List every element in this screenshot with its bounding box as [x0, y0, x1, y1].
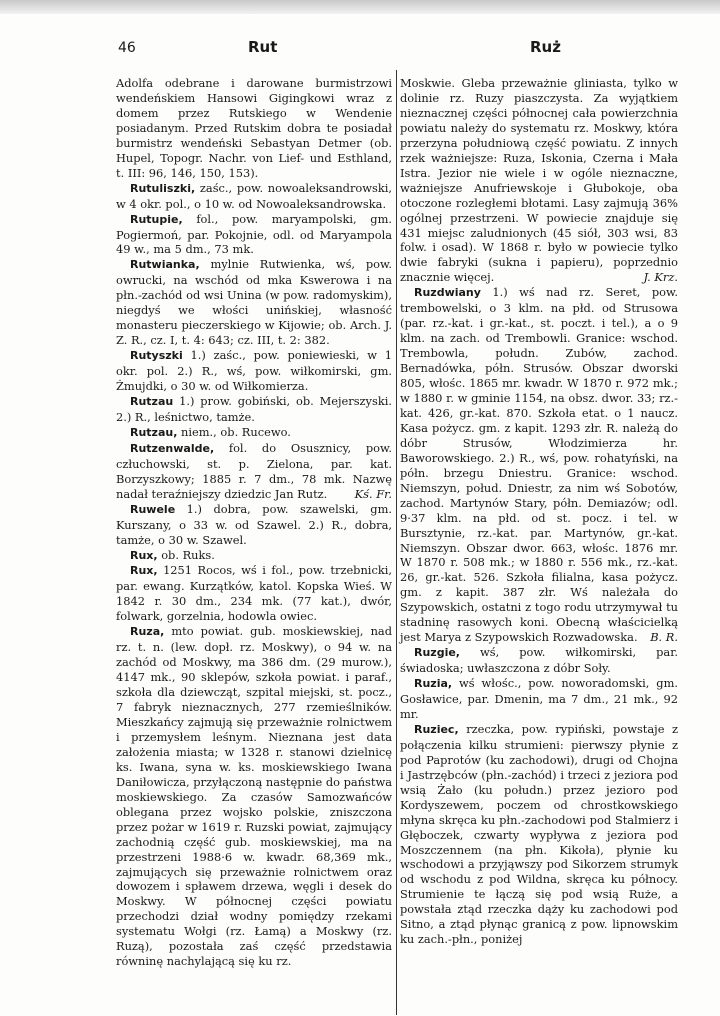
- entry-text: mylnie Rutwienka, wś, pow. owrucki, na wschód od mka Kswerowa i na płn.-zachód od wsi Unina (w pow. radomyskim), niegdyś we włości unińskiej, własność monasteru pieczerskiego w Kijowie; ob. Arch. J. Z. R., cz. I, t. 4: 643; cz. III, t. 2: 382.: [116, 257, 392, 348]
- dictionary-entry: [116, 181, 392, 212]
- entry-text: mto powiat. gub. moskiewskiej, nad rz. t. n. (lew. dopł. rz. Moskwy), o 94 w. na zachód od Moskwy, ma 386 dm. (29 murow.), 4147 mk., 90 sklepów, szkoła powiat. i paraf., szkoła dla dziewcząt, szpital miejski, st. pocz., 7 fabryk nieznacznych, 277 rzemieślników. Mieszkańcy zajmują się przeważnie rolnictwem i przemysłem leśnym. Nieznana jest data założenia miasta; w 1328 r. stanowi dzielnicę ks. Iwana, syna w. ks. moskiewskiego Iwana Daniłowicza, przyłączoną następnie do państwa moskiewskiego. Za czasów Samozwańców oblegana przez wojsko polskie, zniszczona przez pożar w 1619 r. Ruzski powiat, zajmujący zachodnią część gub. moskiewskiej, ma na przestrzeni 1988·6 w. kwadr. 68,369 mk., zajmujących się przeważnie rolnictwem oraz dowozem i spławem drzewa, węgli i desek do Moskwy. W północnej części powiatu przechodzi dział wodny pomiędzy rzekami systematu Wołgi (rz. Łamą) a Moskwy (rz. Ruzą), pozostała zaś część przedstawia równinę nachylającą się ku rz.: [116, 624, 392, 969]
- entry-text: niem., ob. Rucewo.: [181, 424, 291, 439]
- entry-signature: B. R.: [650, 630, 678, 645]
- entry-headword: Rutzenwalde,: [130, 441, 215, 455]
- entry-text: zaśc., pow. nowoaleksandrowski, w 4 okr. pol., o 10 w. od Nowoaleksandrowska.: [116, 180, 393, 211]
- dictionary-entry: [116, 394, 392, 425]
- entry-headword: Ruza,: [130, 625, 165, 639]
- dictionary-entry: [400, 285, 678, 645]
- entry-text: Adolfa odebrane i darowane burmistrzowi wendeńskiem Hansowi Gigingkowi wraz z domem przez Rutskiego w Wendenie posiadanym. Przed Rutskim dobra te posiadał burmistrz wendeński Sebastyan Detmer (ob. Hupel, Topogr. Nachr. von Lief- und Esthland, t. III: 96, 146, 150, 153).: [116, 76, 392, 180]
- entry-headword: Rutupie,: [130, 212, 183, 226]
- dictionary-entry: [400, 645, 678, 676]
- entry-headword: Ruziec,: [414, 722, 459, 736]
- entry-headword: Ruzgie,: [414, 646, 460, 660]
- entry-headword: Rutzau,: [130, 425, 178, 439]
- entry-text: ob. Ruks.: [161, 547, 215, 562]
- entry-signature: Kś. Fr.: [354, 486, 392, 501]
- dictionary-entry: [116, 548, 392, 564]
- dictionary-entry: [116, 624, 392, 969]
- entry-headword: Ruzdwiany: [414, 286, 481, 300]
- dictionary-entry: [400, 722, 678, 947]
- page-header: [118, 38, 678, 60]
- running-head-left: Rut: [248, 38, 278, 56]
- left-column: [116, 76, 392, 969]
- entry-headword: Rutwianka,: [130, 258, 200, 272]
- dictionary-entry: [116, 257, 392, 348]
- entry-headword: Rutzau: [130, 395, 174, 409]
- entry-text: rzeczka, pow. rypiński, powstaje z połączenia kilku strumieni: pierwszy płynie z pod Paprotów (ku zachodowi), drugi od Chojna i Jastrzębców (płn.-zachód) i trzeci z jeziora pod wsią Żało (ku połudn.) przez jezioro pod Kordyszewem, poczem od chrostkowskiego młyna skręca ku płn.-zachodowi pod Stalmierz i Głęboczek, czwarty wypływa z jeziora pod Moszczennem (na płn. Kikoła), płynie ku wschodowi a przyjąwszy pod Sikorzem strumyk od wschodu z pod Wildna, skręca ku północy. Strumienie te łączą się pod wsią Ruże, a powstała ztąd rzeczka dąży ku zachodowi pod Sitno, a ztąd płynąc granicą z pow. lipnowskim ku zach.-płn., poniżej: [400, 721, 678, 947]
- dictionary-entry: [400, 76, 678, 285]
- dictionary-entry: [116, 425, 392, 441]
- entry-text: fol. do Osusznicy, pow. człuchowski, st. p. Zielona, par. kat. Borzyszkowy; 1885 r. 7 dm., 78 mk. Nazwę nadał teraźniejszy dziedzic Jan Rutz.: [116, 440, 392, 501]
- entry-text: 1.) prow. gobiński, ob. Mejerszyski. 2.) R., leśnictwo, tamże.: [116, 394, 393, 424]
- dictionary-entry: [116, 212, 392, 258]
- dictionary-entry: [400, 676, 678, 722]
- column-divider: [396, 70, 397, 1015]
- entry-text: fol., pow. maryampolski, gm. Pogiermoń, par. Pokojnie, odl. od Maryampola 49 w., ma 5 dm., 73 mk.: [116, 211, 392, 257]
- entry-text: 1.) zaśc., pow. poniewieski, w 1 okr. pol. 2.) R., wś, pow. wiłkomirski, gm. Żmujdki, o 30 w. od Wiłkomierza.: [116, 348, 392, 394]
- dictionary-entry: [116, 502, 392, 548]
- entry-text: wś, pow. wiłkomirski, par. świadoska; uwłaszczona z dóbr Soły.: [400, 645, 679, 676]
- scan-edge: [0, 0, 720, 14]
- dictionary-entry: [116, 348, 392, 394]
- entry-headword: Ruwele: [130, 502, 176, 516]
- dictionary-entry: [116, 76, 392, 181]
- dictionary-entry: [116, 563, 392, 624]
- entry-signature: J. Krz.: [643, 270, 678, 285]
- running-head-right: Ruż: [530, 38, 561, 56]
- entry-headword: Ruzia,: [414, 677, 453, 691]
- dictionary-entry: [116, 441, 392, 502]
- entry-headword: Rux,: [130, 564, 158, 578]
- entry-headword: Rutyszki: [130, 349, 183, 363]
- entry-text: wś włośc., pow. noworadomski, gm. Gosławice, par. Dmenin, ma 7 dm., 21 mk., 92 mr.: [400, 676, 678, 721]
- entry-headword: Rutuliszki,: [130, 181, 196, 195]
- right-column: [400, 76, 678, 947]
- entry-headword: Rux,: [130, 548, 158, 562]
- entry-text: Moskwie. Gleba przeważnie gliniasta, tylko w dolinie rz. Ruzy piaszczysta. Za wyjątkiem nieznacznej części północnej cała powierzchnia powiatu należy do systematu rz. Moskwy, która przerzyna południową część powiatu. Z innych rzek ważniejsze: Ruza, Iskonia, Czerna i Mała Istra. Jezior nie wiele i w ogóle nieznaczne, ważniejsze Anufriewskoje i Głubokoje, oba otoczone rozległemi błotami. Lasy zajmują 36% ogólnej przestrzeni. W powiecie znajduje się 431 miejsc zaludnionych (45 siół, 303 wsi, 83 folw. i osad). W 1868 r. było w powiecie tylko dwie fabryki (sukna i papieru), poprzednio znacznie więcej.: [400, 76, 678, 285]
- entry-text: 1.) wś nad rz. Seret, pow. trembowelski, o 3 klm. na płd. od Strusowa (par. rz.-kat. i gr.-kat., st. poczt. i tel.), a o 9 klm. na zach. od Trembowli. Granice: wschod. Trembowla, połudn. Zubów, zachod. Bernadówka, półn. Strusów. Obszar dworski 805, włośc. 1865 mr. kwadr. W 1870 r. 972 mk.; w 1880 r. w gminie 1154, na obsz. dwor. 33; rz.-kat. 426, gr.-kat. 870. Szkoła etat. o 1 naucz. Kasa pożycz. gm. z kapit. 1293 złr. R. należą do dóbr Strusów, Włodzimierza hr. Baworowskiego. 2.) R., wś, pow. rohatyński, na półn. brzegu Dniestru. Granice: wschod. Niemszyn, połud. Dniestr, za nim wś Sobotów, zachod. Martynów Stary, półn. Demiazów; odl. 9·37 klm. na płd. od st. pocz. i tel. w Bursztynie, rz.-kat. par. Martynów, gr.-kat. Niemszyn. Obszar dwor. 663, włośc. 1876 mr. W 1870 r. 508 mk.; w 1880 r. 556 mk., rz.-kat. 26, gr.-kat. 526. Szkoła filialna, kasa pożycz. gm. z kapit. 387 złr. Wś należała do Szypowskich, ostatni z togo rodu utrzymywał tu stadninę rasowych koni. Obecną właścicielką jest Marya z Szypowskich Rozwadowska.: [400, 285, 679, 645]
- entry-text: 1251 Rocos, wś i fol., pow. trzebnicki, par. ewang. Kurzątków, katol. Kopska Wieś. W 1842 r. 30 dm., 234 mk. (77 kat.), dwór, folwark, gorzelnia, hodowla owiec.: [116, 563, 393, 624]
- entry-text: 1.) dobra, pow. szawelski, gm. Kurszany, o 33 w. od Szawel. 2.) R., dobra, tamże, o 30 w. Szawel.: [116, 501, 392, 547]
- page-number: 46: [118, 40, 136, 56]
